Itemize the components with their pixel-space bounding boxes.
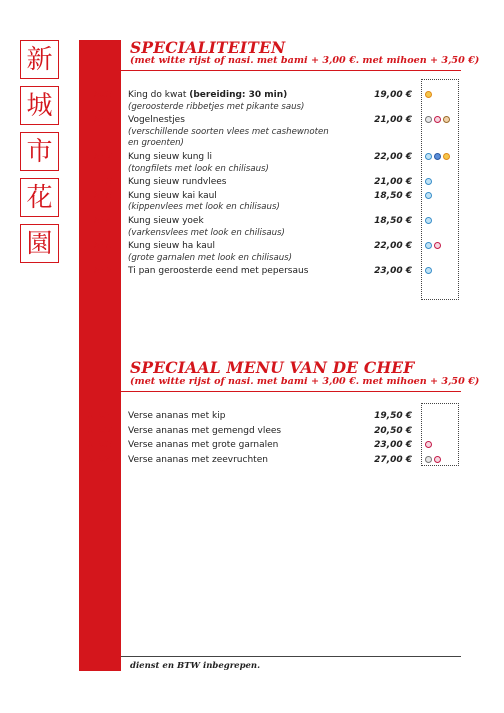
item-code: SP01 [87,411,112,421]
item-ingredient-icons [425,217,432,224]
shrimp-icon [425,441,432,448]
item-price: 21,00 € [374,177,412,188]
cow-icon [425,116,432,123]
item-code: S13 [94,190,112,201]
shrimp-icon [434,456,441,463]
item-name-line [128,411,225,421]
item-name-note: (bereiding: 30 min) [189,90,288,100]
item-name: Kung sieuw kung li [128,152,213,162]
item-description: (kippenvlees met look en chilisaus) [128,202,280,213]
item-name: Ti pan geroosterde eend met pepersaus [128,266,309,277]
blue-icon [434,153,441,160]
item-name-line [128,152,212,162]
item-code: S03 [94,90,112,100]
item-code: S12 [94,152,112,162]
item-name: Vogelnestjes [128,115,185,126]
section-subtitle: (met witte rijst of nasi. met bami + 3,00 €. met mihoen + 3,50 €) [130,55,480,66]
item-price: 21,00 € [374,115,412,126]
section-title: SPECIALITEITEN [130,38,286,57]
shrimp-icon [434,116,441,123]
item-name: King do kwat [128,90,190,100]
item-price: 19,50 € [374,411,412,421]
item-code: S11 [94,115,112,126]
item-ingredient-icons [425,116,450,123]
item-price: 27,00 € [374,455,412,466]
red-sidebar-bar [79,40,121,671]
item-code: S17 [94,266,112,277]
item-name-line [128,90,287,100]
item-price: 18,50 € [374,216,412,226]
item-name-line [128,191,217,201]
chinese-seal-column [20,40,61,270]
item-description: (varkensvlees met look en chilisaus) [128,227,285,238]
item-name: Verse ananas met zeevruchten [128,455,268,466]
item-name: Kung sieuw yoek [128,216,204,226]
item-ingredient-icons [425,153,450,160]
pig-icon [443,116,450,123]
section-subtitle: (met witte rijst of nasi. met bami + 3,00 €. met mihoen + 3,50 €) [130,376,480,387]
item-name-line [128,115,185,125]
item-name-line [128,426,281,436]
item-name: Verse ananas met kip [128,411,226,421]
item-description: (geroosterde ribbetjes met pikante saus) [128,101,305,112]
item-name: Verse ananas met grote garnalen [128,440,279,451]
item-price: 19,00 € [374,90,412,100]
item-price: 22,00 € [374,152,412,162]
item-ingredient-icons [425,456,441,463]
item-price: 20,50 € [374,425,412,436]
item-code: S14 [94,216,112,226]
item-code: S15 [94,241,112,252]
footer-rule [121,656,461,657]
item-name: Kung sieuw rundvlees [128,177,227,188]
item-description: (tongfilets met look en chilisaus) [128,163,269,174]
item-description: (grote garnalen met look en chilisaus) [128,252,292,263]
chinese-seal-character: 花 [20,178,59,217]
sun-icon [443,153,450,160]
item-ingredient-icons [425,267,432,274]
item-name-line [128,177,227,187]
item-ingredient-icons [425,441,432,448]
item-name: Kung sieuw ha kaul [128,241,215,252]
chinese-seal-character: 新 [20,40,59,79]
item-ingredient-icons [425,192,432,199]
item-code: A13 [93,177,112,188]
item-price: 18,50 € [374,190,412,201]
chinese-seal-character: 城 [20,86,59,125]
item-price: 23,00 € [374,440,412,451]
item-price: 23,00 € [374,266,412,277]
fish-icon [425,217,432,224]
item-code: SP04 [87,455,112,466]
item-description: (verschillende soorten vlees met cashewnoten [128,126,329,137]
item-name: Verse ananas met gemengd vlees [128,425,282,436]
chinese-seal-character: 園 [20,224,59,263]
item-name-line [128,266,308,276]
item-name-line [128,455,268,465]
fish-icon [425,153,432,160]
shrimp-icon [434,242,441,249]
item-code: SP02 [87,425,112,436]
item-description: en groenten) [128,138,184,149]
item-name: Kung sieuw kai kaul [128,190,217,201]
item-name-line [128,440,278,450]
item-price: 22,00 € [374,241,412,252]
fish-icon [425,192,432,199]
cow-icon [425,456,432,463]
item-ingredient-icons [425,242,441,249]
item-name-line [128,216,204,226]
item-code: SP03 [87,440,112,451]
chinese-seal-character: 市 [20,132,59,171]
item-ingredient-icons [425,91,432,98]
item-name-line [128,241,215,251]
footer-note: dienst en BTW inbegrepen. [130,661,261,671]
item-ingredient-icons [425,178,432,185]
section-rule [121,391,461,392]
fish-icon [425,242,432,249]
section-title: SPECIAAL MENU VAN DE CHEF [130,358,415,377]
fish-icon [425,267,432,274]
section-rule [121,70,461,71]
fish-icon [425,178,432,185]
sun-icon [425,91,432,98]
